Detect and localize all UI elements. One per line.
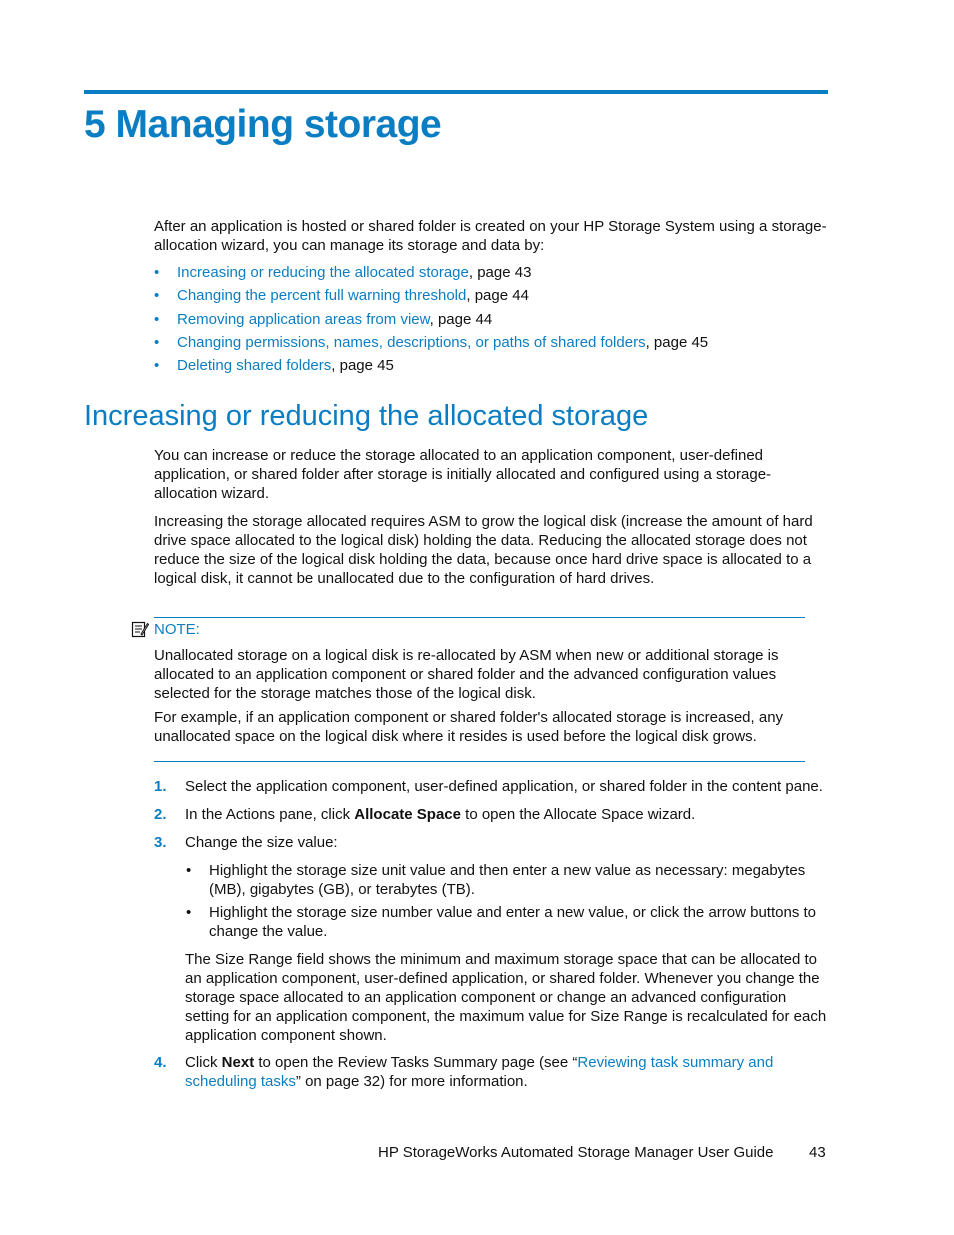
step-number: 3. xyxy=(154,834,167,851)
intro-paragraph: After an application is hosted or shared folder is created on your HP Storage System using a storage-allocation wizard, you can manage its storage and data by: xyxy=(154,218,827,254)
bullet-icon: • xyxy=(154,333,160,351)
section-paragraph-2: Increasing the storage allocated requires ASM to grow the logical disk (increase the amount of hard drive space allocated to the logical disk) holding the data. Reducing the allocated storage does not reduce the size of the logical disk holding the data, because once hard drive space is allocated to a logical disk, it cannot be unallocated due to the configuration of hard drives. xyxy=(154,513,813,587)
size-range-paragraph: The Size Range field shows the minimum and maximum storage space that can be allocated to an application component, user-defined application, or shared folder. Whenever you change the storage space allocated to an application component or change an advanced configuration setting for an application component, the maximum value for Size Range is recalculated for each application component shown. xyxy=(185,951,827,1044)
link-increasing-reducing[interactable]: Increasing or reducing the allocated storage xyxy=(177,264,469,281)
bullet-icon: • xyxy=(186,904,192,921)
step-text: Change the size value: xyxy=(185,834,338,851)
step-number: 4. xyxy=(154,1054,167,1071)
link-deleting-folders[interactable]: Deleting shared folders xyxy=(177,357,332,375)
toc-link-list xyxy=(154,263,708,379)
link-removing-areas[interactable]: Removing application areas from view xyxy=(177,310,430,328)
note-paragraph-2: For example, if an application component or shared folder's allocated storage is increased, any unallocated space on the logical disk where it resides is used before the logical disk grows. xyxy=(154,709,784,745)
footer-page-number: 43 xyxy=(809,1144,826,1161)
step-text: Select the application component, user-defined application, or shared folder in the content pane. xyxy=(185,778,823,795)
list-item xyxy=(154,263,708,286)
note-paragraph-1: Unallocated storage on a logical disk is re-allocated by ASM when new or additional storage is allocated to an application component or shared folder and the advanced configuration values selected for the storage matches those of the logical disk. xyxy=(154,647,779,702)
list-item xyxy=(154,286,708,309)
note-bottom-rule xyxy=(154,761,805,762)
bullet-icon: • xyxy=(154,310,160,328)
sub-bullet-text: Highlight the storage size number value and enter a new value, or click the arrow buttons to change the value. xyxy=(209,904,817,940)
note-label: NOTE: xyxy=(154,620,200,638)
bullet-icon: • xyxy=(186,862,192,879)
note-header xyxy=(131,620,200,638)
list-item xyxy=(154,333,708,356)
footer-guide-title: HP StorageWorks Automated Storage Manager User Guide xyxy=(378,1144,774,1161)
page-ref: , page 44 xyxy=(466,287,529,305)
allocate-space-label: Allocate Space xyxy=(354,806,461,823)
page-ref: , page 43 xyxy=(468,264,532,281)
step-text: In the Actions pane, click Allocate Space to open the Allocate Space wizard. xyxy=(185,806,696,823)
page-ref: , page 44 xyxy=(429,310,493,328)
next-label: Next xyxy=(221,1054,255,1071)
section-title: Increasing or reducing the allocated storage xyxy=(84,400,649,432)
list-item xyxy=(154,310,708,333)
link-reviewing-task-summary[interactable]: Reviewing task summary and scheduling tasks xyxy=(185,1054,774,1090)
note-top-rule xyxy=(154,617,805,618)
bullet-icon: • xyxy=(154,287,160,305)
step-text: Click Next to open the Review Tasks Summary page (see “Reviewing task summary and scheduling tasks” on page 32) for more information. xyxy=(185,1054,774,1090)
bullet-icon: • xyxy=(154,357,160,375)
sub-bullet-text: Highlight the storage size unit value and then enter a new value as necessary: megabytes (MB), gigabytes (GB), or terabytes (TB). xyxy=(209,862,806,898)
step-number: 1. xyxy=(154,778,167,795)
list-item xyxy=(154,356,708,379)
page-ref: , page 45 xyxy=(331,357,394,375)
link-warning-threshold[interactable]: Changing the percent full warning threshold xyxy=(177,287,467,305)
link-changing-permissions[interactable]: Changing permissions, names, descriptions, or paths of shared folders xyxy=(177,333,646,351)
bullet-icon: • xyxy=(154,264,160,281)
note-pad-icon xyxy=(131,620,149,638)
section-paragraph-1: You can increase or reduce the storage allocated to an application component, user-defined application, or shared folder after storage is initially allocated and configured using a storage-allocation wizard. xyxy=(154,447,772,502)
page-ref: , page 45 xyxy=(645,333,709,351)
chapter-top-rule xyxy=(84,90,828,94)
chapter-title: 5 Managing storage xyxy=(84,103,442,146)
step-number: 2. xyxy=(154,806,167,823)
